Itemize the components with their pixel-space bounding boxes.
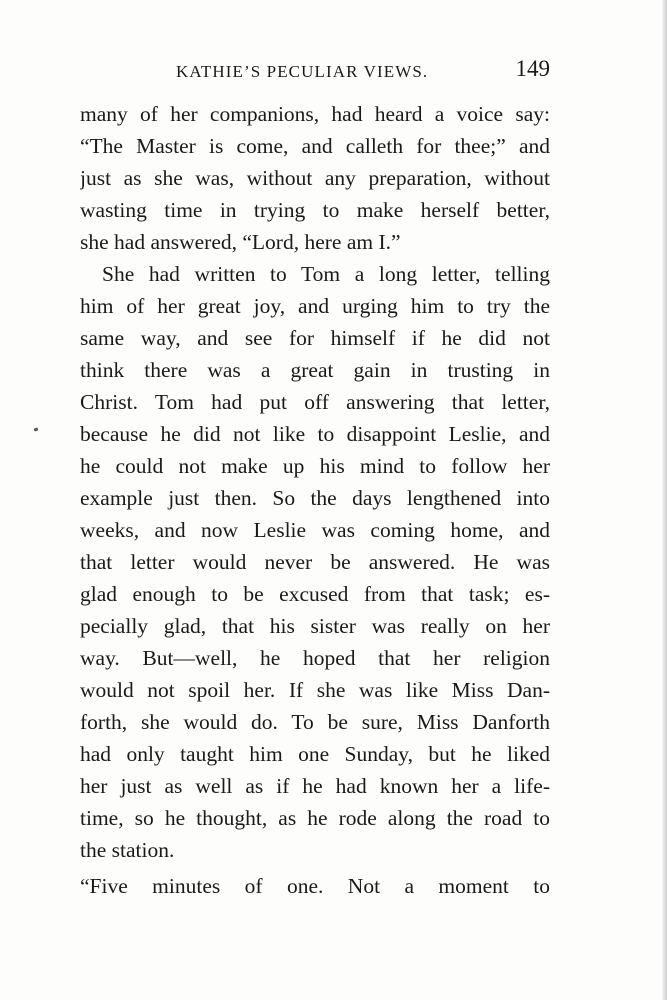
text-line: he could not make up his mind to follow her	[80, 454, 550, 478]
text-line: pecially glad, that his sister was really on her	[80, 614, 550, 638]
text-line: glad enough to be excused from that task; es-	[80, 582, 550, 606]
text-line: She had written to Tom a long letter, telling	[102, 262, 550, 286]
text-line: that letter would never be answered. He was	[80, 550, 550, 574]
text-line: “Five minutes of one. Not a moment to	[80, 874, 550, 898]
text-line: example just then. So the days lengthened into	[80, 486, 550, 510]
running-head	[80, 56, 550, 86]
text-line: time, so he thought, as he rode along the road to	[80, 806, 550, 830]
ink-speck	[34, 427, 39, 431]
text-line: wasting time in trying to make herself better,	[80, 198, 550, 222]
text-line: many of her companions, had heard a voice say:	[80, 102, 550, 126]
text-line: the station.	[80, 838, 175, 862]
text-line: him of her great joy, and urging him to try the	[80, 294, 550, 318]
text-line: her just as well as if he had known her a life-	[80, 774, 550, 798]
text-line: Christ. Tom had put off answering that letter,	[80, 390, 550, 414]
text-line: had only taught him one Sunday, but he liked	[80, 742, 550, 766]
text-line: weeks, and now Leslie was coming home, and	[80, 518, 550, 542]
page-edge-shadow	[662, 0, 667, 1000]
body-text	[80, 98, 550, 902]
text-line: because he did not like to disappoint Leslie, and	[80, 422, 550, 446]
text-line: just as she was, without any preparation, without	[80, 166, 550, 190]
page-number: 149	[515, 56, 550, 81]
text-line: think there was a great gain in trusting in	[80, 358, 550, 382]
text-line: “The Master is come, and calleth for thee;” and	[80, 134, 550, 158]
running-title: KATHIE’S PECULIAR VIEWS.	[176, 62, 429, 81]
text-line: way. But—well, he hoped that her religion	[80, 646, 550, 670]
text-line: same way, and see for himself if he did not	[80, 326, 550, 350]
text-line: would not spoil her. If she was like Miss Dan-	[80, 678, 550, 702]
text-line: she had answered, “Lord, here am I.”	[80, 230, 401, 254]
text-line: forth, she would do. To be sure, Miss Danforth	[80, 710, 550, 734]
